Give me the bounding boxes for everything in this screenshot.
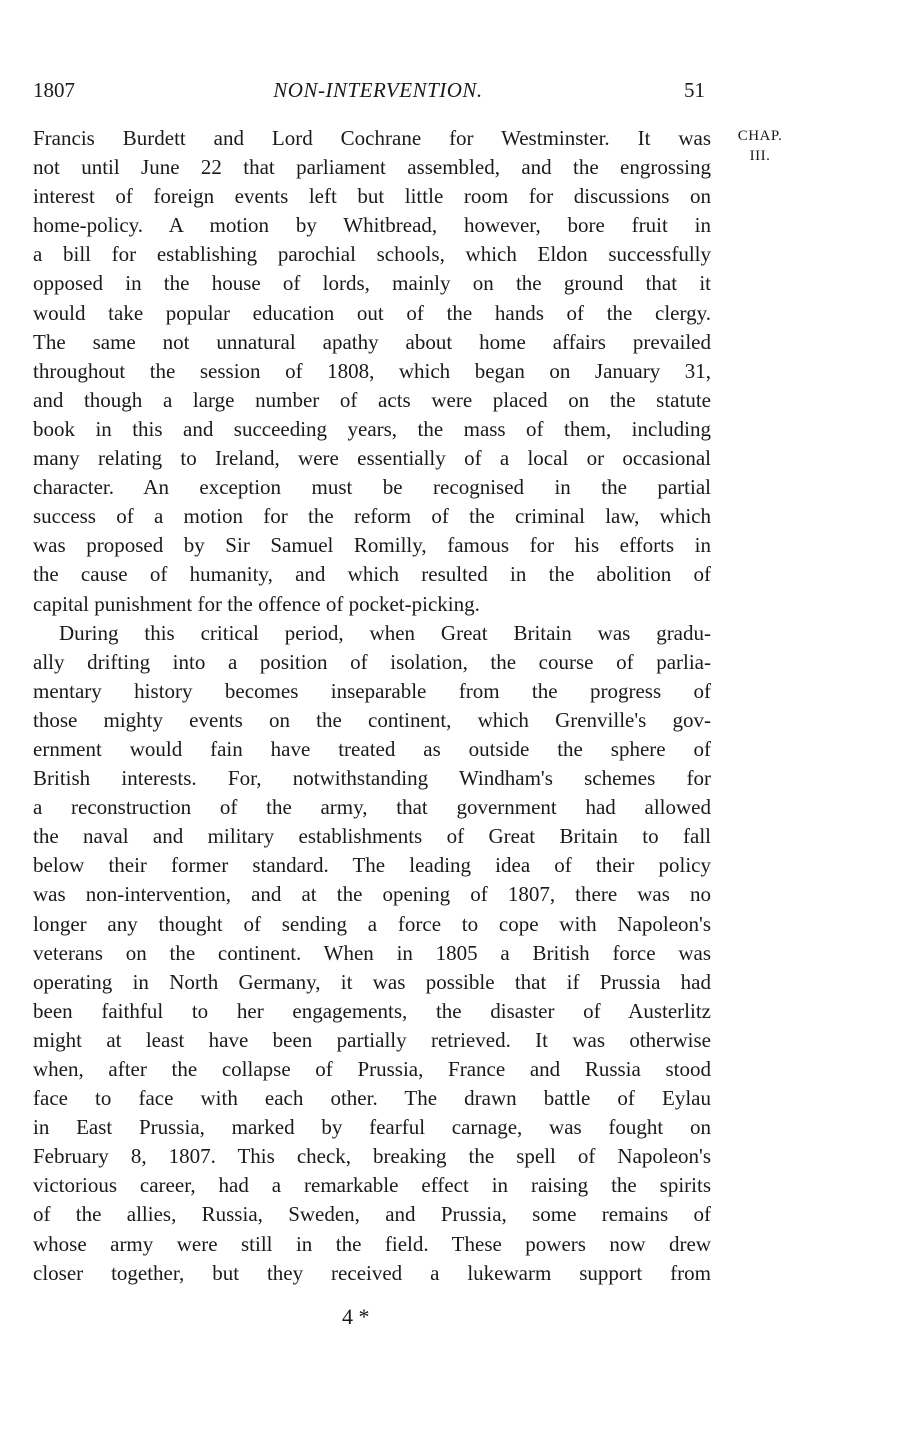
text-line: ernment would fain have treated as outside the sphere of (33, 736, 711, 761)
text-line: below their former standard. The leading idea of their policy (33, 853, 711, 878)
text-line: many relating to Ireland, were essentially of a local or occasional (33, 446, 711, 471)
text-line: whose army were still in the field. These powers now drew (33, 1231, 711, 1256)
text-line: of the allies, Russia, Sweden, and Prussia, some remains of (33, 1202, 711, 1227)
text-line: closer together, but they received a lukewarm support from (33, 1260, 711, 1285)
text-line: British interests. For, notwithstanding Windham's schemes for (33, 766, 711, 791)
running-head (33, 78, 713, 108)
running-head-title: NON-INTERVENTION. (273, 78, 483, 102)
chapter-label: CHAP. (737, 128, 783, 144)
text-line: book in this and succeeding years, the mass of them, including (33, 416, 711, 441)
page-number: 51 (684, 78, 705, 102)
paragraph-2 (33, 619, 711, 1288)
text-line: opposed in the house of lords, mainly on the ground that it (33, 271, 711, 296)
text-line: During this critical period, when Great Britain was gradu- (59, 620, 711, 645)
text-line: February 8, 1807. This check, breaking the spell of Napoleon's (33, 1144, 711, 1169)
paragraph-1 (33, 124, 711, 619)
text-line: operating in North Germany, it was possible that if Prussia had (33, 969, 711, 994)
text-line: throughout the session of 1808, which began on January 31, (33, 358, 711, 383)
text-line: those mighty events on the continent, which Grenville's gov- (33, 707, 711, 732)
text-line: would take popular education out of the hands of the clergy. (33, 300, 711, 325)
body-text (33, 124, 711, 1288)
text-line: mentary history becomes inseparable from the progress of (33, 678, 711, 703)
text-line: face to face with each other. The drawn battle of Eylau (33, 1086, 711, 1111)
text-line: character. An exception must be recognised in the partial (33, 475, 711, 500)
signature-mark: 4 * (342, 1304, 370, 1329)
text-line: The same not unnatural apathy about home affairs prevailed (33, 329, 711, 354)
text-line: longer any thought of sending a force to cope with Napoleon's (33, 911, 711, 936)
text-line: the cause of humanity, and which resulted in the abolition of (33, 562, 711, 587)
running-head-year: 1807 (33, 78, 75, 102)
text-line: might at least have been partially retrieved. It was otherwise (33, 1027, 711, 1052)
text-line: veterans on the continent. When in 1805 a British force was (33, 940, 711, 965)
text-line: and though a large number of acts were placed on the statute (33, 387, 711, 412)
text-line: when, after the collapse of Prussia, France and Russia stood (33, 1057, 711, 1081)
chapter-side-note (720, 126, 800, 166)
text-line: home-policy. A motion by Whitbread, however, bore fruit in (33, 213, 711, 238)
text-line: the naval and military establishments of Great Britain to fall (33, 824, 711, 849)
text-line: interest of foreign events left but little room for discussions on (33, 184, 711, 209)
text-line: victorious career, had a remarkable effect in raising the spirits (33, 1173, 711, 1198)
text-line: been faithful to her engagements, the disaster of Austerlitz (33, 998, 711, 1023)
text-line: was proposed by Sir Samuel Romilly, famous for his efforts in (33, 533, 711, 558)
text-line: Francis Burdett and Lord Cochrane for Westminster. It was (33, 126, 711, 150)
text-line: in East Prussia, marked by fearful carnage, was fought on (33, 1115, 711, 1140)
text-line: a reconstruction of the army, that government had allowed (33, 795, 711, 820)
chapter-number: III. (749, 148, 771, 164)
text-line: was non-intervention, and at the opening of 1807, there was no (33, 882, 711, 907)
text-line: not until June 22 that parliament assembled, and the engrossing (33, 155, 711, 180)
text-line: capital punishment for the offence of pocket-picking. (33, 591, 480, 616)
text-line: ally drifting into a position of isolation, the course of parlia- (33, 649, 711, 674)
text-line: success of a motion for the reform of the criminal law, which (33, 504, 711, 529)
text-line: a bill for establishing parochial schools, which Eldon successfully (33, 242, 711, 267)
